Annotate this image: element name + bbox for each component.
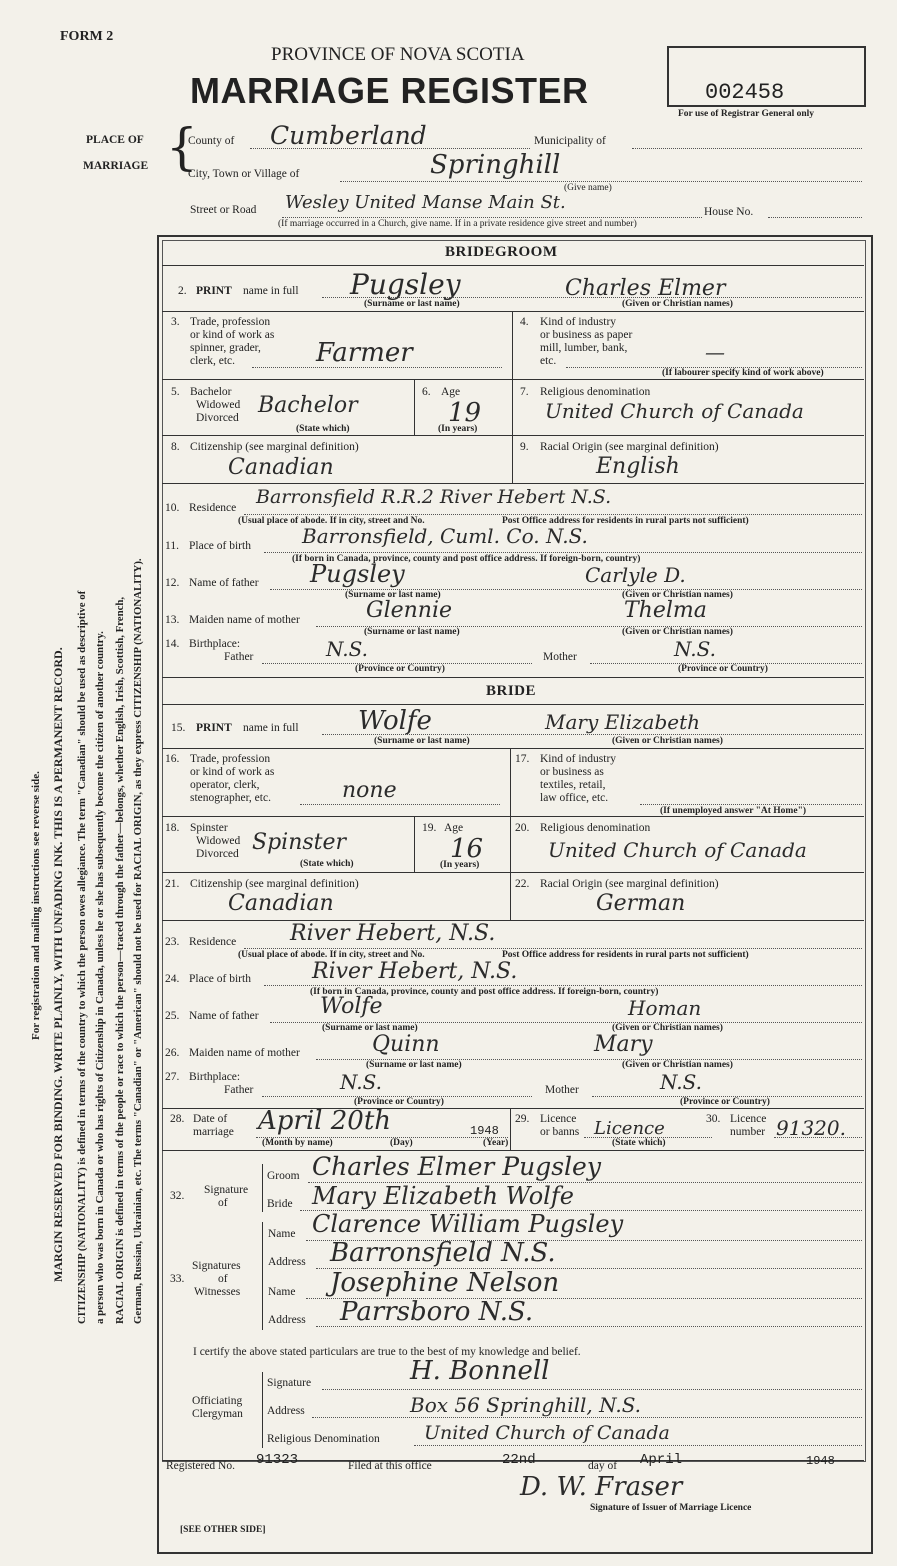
page-title: MARRIAGE REGISTER	[190, 70, 589, 111]
bride-status: Spinster	[252, 830, 347, 855]
margin-line-2: MARGIN RESERVED FOR BINDING. WRITE PLAINLY, WITH UNFADING INK. THIS IS A PERMANENT RECORD.	[51, 647, 65, 1282]
bride-father-given: Homan	[628, 996, 702, 1020]
county-value: Cumberland	[270, 121, 427, 150]
street-caption: (If marriage occurred in a Church, give name. If in a private residence give street and number)	[278, 219, 637, 229]
margin-line-3: CITIZENSHIP (NATIONALITY) is defined in terms of the country to which the person owes allegiance. The term "Canadian" should be used as descriptive of	[76, 590, 88, 1324]
groom-racial: English	[596, 454, 680, 479]
margin-line-5: RACIAL ORIGIN is defined in terms of the people or race to which the person—traced through the father—belongs, whether English, Irish, Scottish, French,	[114, 596, 126, 1324]
bride-religion: United Church of Canada	[548, 838, 807, 862]
groom-father-birthplace: N.S.	[326, 637, 368, 661]
certify-text: I certify the above stated particulars are true to the best of my knowledge and belief.	[193, 1346, 581, 1358]
province-heading: PROVINCE OF NOVA SCOTIA	[271, 44, 525, 65]
filed-day: 22nd	[502, 1452, 536, 1468]
groom-signature: Charles Elmer Pugsley	[312, 1152, 601, 1181]
groom-mother-surname: Glennie	[366, 598, 453, 623]
groom-age: 19	[448, 398, 482, 428]
house-label: House No.	[704, 206, 754, 218]
groom-father-given: Carlyle D.	[585, 563, 686, 587]
groom-mother-birthplace: N.S.	[674, 637, 716, 661]
groom-industry: —	[705, 340, 725, 364]
give-name-caption: (Give name)	[564, 183, 612, 193]
margin-line-6: German, Russian, Ukrainian, etc. The terms "Canadian" or "American" should not be used for RACIAL ORIGIN, as they express CITIZENSHIP (NATIONALITY).	[132, 558, 144, 1324]
clergy-address: Box 56 Springhill, N.S.	[410, 1393, 642, 1417]
groom-birthplace: Barronsfield, Cuml. Co. N.S.	[302, 524, 588, 548]
bride-mother-given: Mary	[594, 1032, 653, 1057]
licence-or-banns: Licence	[594, 1118, 665, 1139]
bride-mother-surname: Quinn	[372, 1032, 440, 1057]
bride-racial: German	[596, 891, 686, 916]
licence-number: 91320.	[776, 1116, 846, 1140]
bride-father-surname: Wolfe	[320, 994, 383, 1019]
groom-residence: Barronsfield R.R.2 River Hebert N.S.	[256, 486, 612, 508]
bridegroom-heading: BRIDEGROOM	[445, 244, 558, 260]
city-label: City, Town or Village of	[188, 168, 300, 180]
registered-number: 91323	[256, 1452, 299, 1468]
groom-religion: United Church of Canada	[545, 399, 804, 423]
groom-status: Bachelor	[258, 393, 358, 418]
bride-signature: Mary Elizabeth Wolfe	[312, 1182, 574, 1210]
registrar-number: 002458	[705, 80, 785, 105]
street-label: Street or Road	[190, 204, 257, 216]
groom-mother-given: Thelma	[624, 598, 707, 623]
groom-citizenship: Canadian	[228, 455, 334, 480]
municipality-label: Municipality of	[534, 135, 606, 147]
bride-surname: Wolfe	[358, 706, 432, 736]
groom-trade: Farmer	[316, 338, 413, 368]
bride-mother-birthplace: N.S.	[660, 1070, 702, 1094]
print-label: PRINT	[196, 285, 232, 297]
city-value: Springhill	[430, 150, 561, 180]
form-number: FORM 2	[60, 29, 114, 44]
bride-father-birthplace: N.S.	[340, 1070, 382, 1094]
county-label: County of	[188, 135, 235, 147]
bride-heading: BRIDE	[486, 683, 537, 699]
place-heading-1: PLACE OF	[86, 134, 144, 146]
marriage-date: April 20th	[258, 1106, 392, 1136]
registrar-box	[667, 46, 866, 107]
witness2-name: Josephine Nelson	[330, 1268, 560, 1298]
issuer-signature: D. W. Fraser	[520, 1472, 683, 1502]
bride-trade: none	[342, 778, 397, 803]
marriage-year: 1948	[470, 1124, 499, 1138]
bride-citizenship: Canadian	[228, 891, 334, 916]
place-brace: {	[166, 118, 198, 176]
place-heading-2: MARRIAGE	[83, 160, 149, 172]
clergy-denomination: United Church of Canada	[424, 1422, 670, 1444]
bride-given: Mary Elizabeth	[545, 710, 701, 734]
bride-birthplace: River Hebert, N.S.	[312, 959, 518, 984]
filed-year: 1948	[806, 1454, 835, 1468]
witness1-address: Barronsfield N.S.	[330, 1238, 556, 1268]
witness2-address: Parrsboro N.S.	[340, 1297, 534, 1327]
filed-month: April	[640, 1452, 683, 1468]
groom-surname: Pugsley	[350, 268, 461, 301]
witness1-name: Clarence William Pugsley	[312, 1210, 624, 1238]
margin-line-1: For registration and mailing instructions see reverse side.	[30, 771, 42, 1040]
bride-age: 16	[450, 834, 484, 864]
bride-residence: River Hebert, N.S.	[290, 921, 496, 946]
clergy-signature: H. Bonnell	[410, 1356, 550, 1386]
registrar-caption: For use of Registrar General only	[678, 109, 815, 119]
see-other-side: [SEE OTHER SIDE]	[180, 1525, 266, 1535]
groom-given: Charles Elmer	[565, 276, 726, 301]
street-value: Wesley United Manse Main St.	[285, 192, 566, 213]
groom-father-surname: Pugsley	[310, 560, 405, 588]
margin-line-4: a person who was born in Canada or who has rights of Citizenship in Canada, unless he or she has subsequently become the citizen of another country.	[94, 631, 106, 1324]
